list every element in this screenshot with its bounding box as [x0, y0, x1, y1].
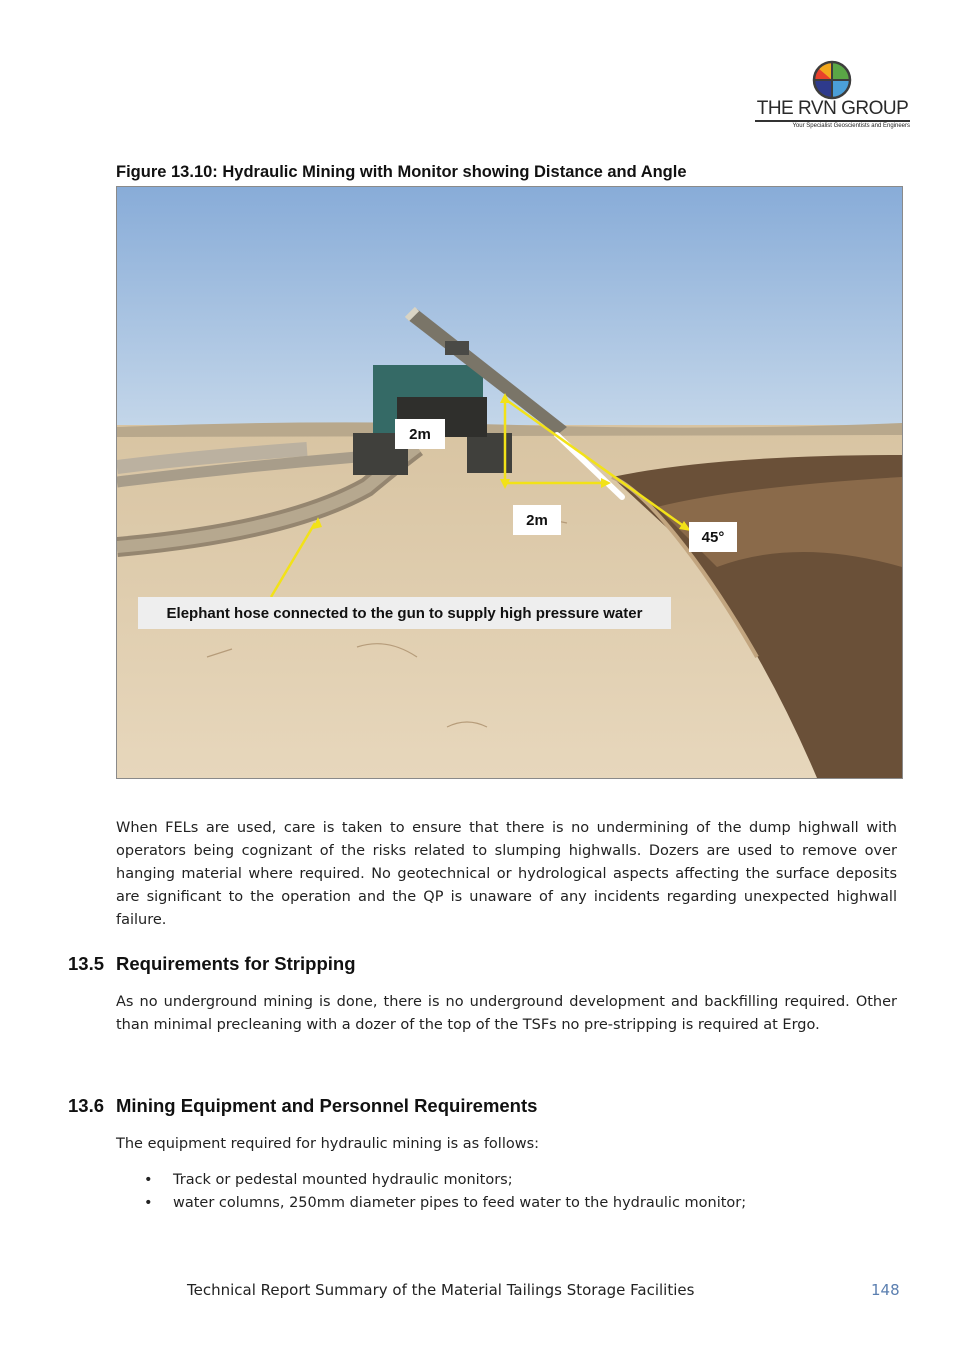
- figure-photo: [116, 186, 903, 779]
- bullet-icon: •: [144, 1172, 153, 1188]
- paragraph-equipment-intro: The equipment required for hydraulic mining is as follows:: [116, 1136, 540, 1152]
- rvn-logo-icon: [812, 60, 852, 100]
- logo-wordmark: THE RVN GROUP: [755, 99, 910, 122]
- footer-report-title: Technical Report Summary of the Material Tailings Storage Facilities: [187, 1281, 695, 1299]
- list-item-text: water columns, 250mm diameter pipes to feed water to the hydraulic monitor;: [173, 1195, 747, 1211]
- section-heading-equipment: [68, 1095, 537, 1117]
- mining-scene-illustration: [117, 187, 902, 778]
- page-number: 148: [871, 1281, 900, 1299]
- label-elephant-hose: Elephant hose connected to the gun to supply high pressure water: [138, 597, 671, 629]
- list-item: [144, 1192, 746, 1215]
- list-item: [144, 1169, 513, 1192]
- figure-caption: Figure 13.10: Hydraulic Mining with Monitor showing Distance and Angle: [116, 163, 687, 181]
- logo-tagline: Your Specialist Geoscientists and Engineers: [792, 123, 910, 129]
- section-heading-stripping: [68, 953, 356, 975]
- section-title: Requirements for Stripping: [116, 953, 356, 974]
- label-bottom-distance: 2m: [513, 505, 561, 535]
- paragraph-highwall: When FELs are used, care is taken to ensure that there is no undermining of the dump highwall with operators being cognizant of the risks related to slumping highwalls. Dozers are used to remove over hanging material where required. No geotechnical or hydrological aspects affecting the surface deposits are significant to the operation and the QP is unaware of any incidents regarding unexpected highwall failure.: [116, 820, 897, 928]
- label-angle: 45°: [689, 522, 737, 552]
- list-item-text: Track or pedestal mounted hydraulic monitors;: [173, 1172, 513, 1188]
- bullet-icon: •: [144, 1195, 153, 1211]
- section-number: 13.6: [68, 1095, 105, 1116]
- section-title: Mining Equipment and Personnel Requirements: [116, 1095, 538, 1116]
- section-number: 13.5: [68, 953, 105, 974]
- paragraph-stripping: As no underground mining is done, there is no underground development and backfilling required. Other than minimal precleaning with a dozer of the top of the TSFs no pre-stripping is required at Ergo.: [116, 994, 897, 1033]
- label-top-distance: 2m: [395, 419, 445, 449]
